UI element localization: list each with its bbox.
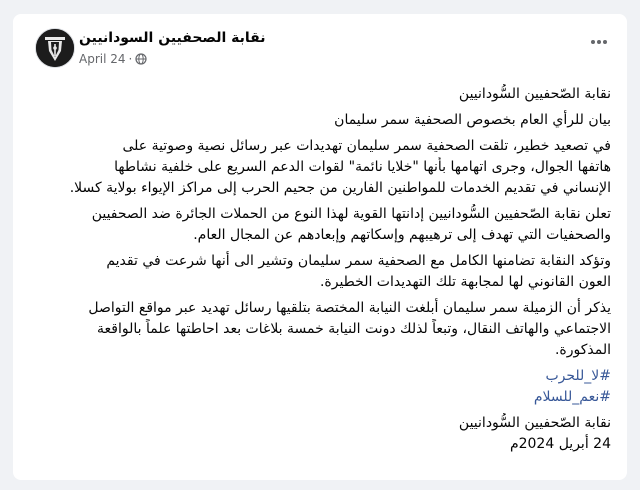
globe-icon[interactable] [135,53,147,65]
hashtag-no-war[interactable]: #لا_للحرب [545,368,611,384]
page-avatar[interactable] [35,28,75,68]
org-name-line: نقابة الصّحفيين السُّودانيين [458,86,611,102]
page-name-link[interactable]: نقابة الصحفيين السودانيين [79,30,266,46]
hashtag-yes-peace[interactable]: #نعم_للسلام [533,389,611,405]
post-card [13,14,627,480]
post-body [27,84,611,455]
paragraph-1-line: الإنساني في تقديم الخدمات للمواطنين الفارين من جحيم الحرب إلى مراكز الإيواء بولاية كسلا. [69,180,611,196]
paragraph-4-line: الاجتماعي والهاتف النقال، وتبعاً لذلك دونت النيابة خمسة بلاغات بعد احاطتها علماً بالواقعة [97,321,611,337]
post-header [13,14,627,74]
pen-nib-logo-icon [36,29,74,67]
paragraph-3-line: وتؤكد النقابة تضامنها الكامل مع الصحفية سمر سليمان وتشير الى أنها شرعت في تقديم [106,253,611,269]
meta-separator: · [128,52,133,66]
statement-title: بيان للرأي العام بخصوص الصحفية سمر سليمان [334,112,611,128]
paragraph-4-line: المذكورة. [554,342,611,358]
signature-date: 24 أبريل 2024م [509,436,611,452]
more-options-icon[interactable] [591,34,607,50]
paragraph-2-line: والصحفيات التي تهدف إلى ترهيبهم وإسكاتهم وإبعادهم عن المجال العام. [193,227,611,243]
paragraph-1-line: هاتفها الجوال، وجرى اتهامها بأنها "خلايا نائمة" لقوات الدعم السريع على خلفية نشاطها [114,159,611,175]
post-date-link[interactable]: April 24 [79,52,126,66]
paragraph-4-line: يذكر أن الزميلة سمر سليمان أبلغت النيابة المختصة بتلقيها رسائل تهديد عبر مواقع التواصل [88,300,611,316]
paragraph-3-line: العون القانوني لها لمجابهة تلك التهديدات الخطيرة. [319,274,611,290]
signature-name: نقابة الصّحفيين السُّودانيين [458,415,611,431]
paragraph-2-line: تعلن نقابة الصّحفيين السُّودانيين إدانتها القوية لهذا النوع من الحملات الجائرة ضد الصحفيين [91,206,611,222]
paragraph-1-line: في تصعيد خطير، تلقت الصحفية سمر سليمان تهديدات عبر رسائل نصية وصوتية على [122,138,611,154]
post-meta [79,52,147,66]
